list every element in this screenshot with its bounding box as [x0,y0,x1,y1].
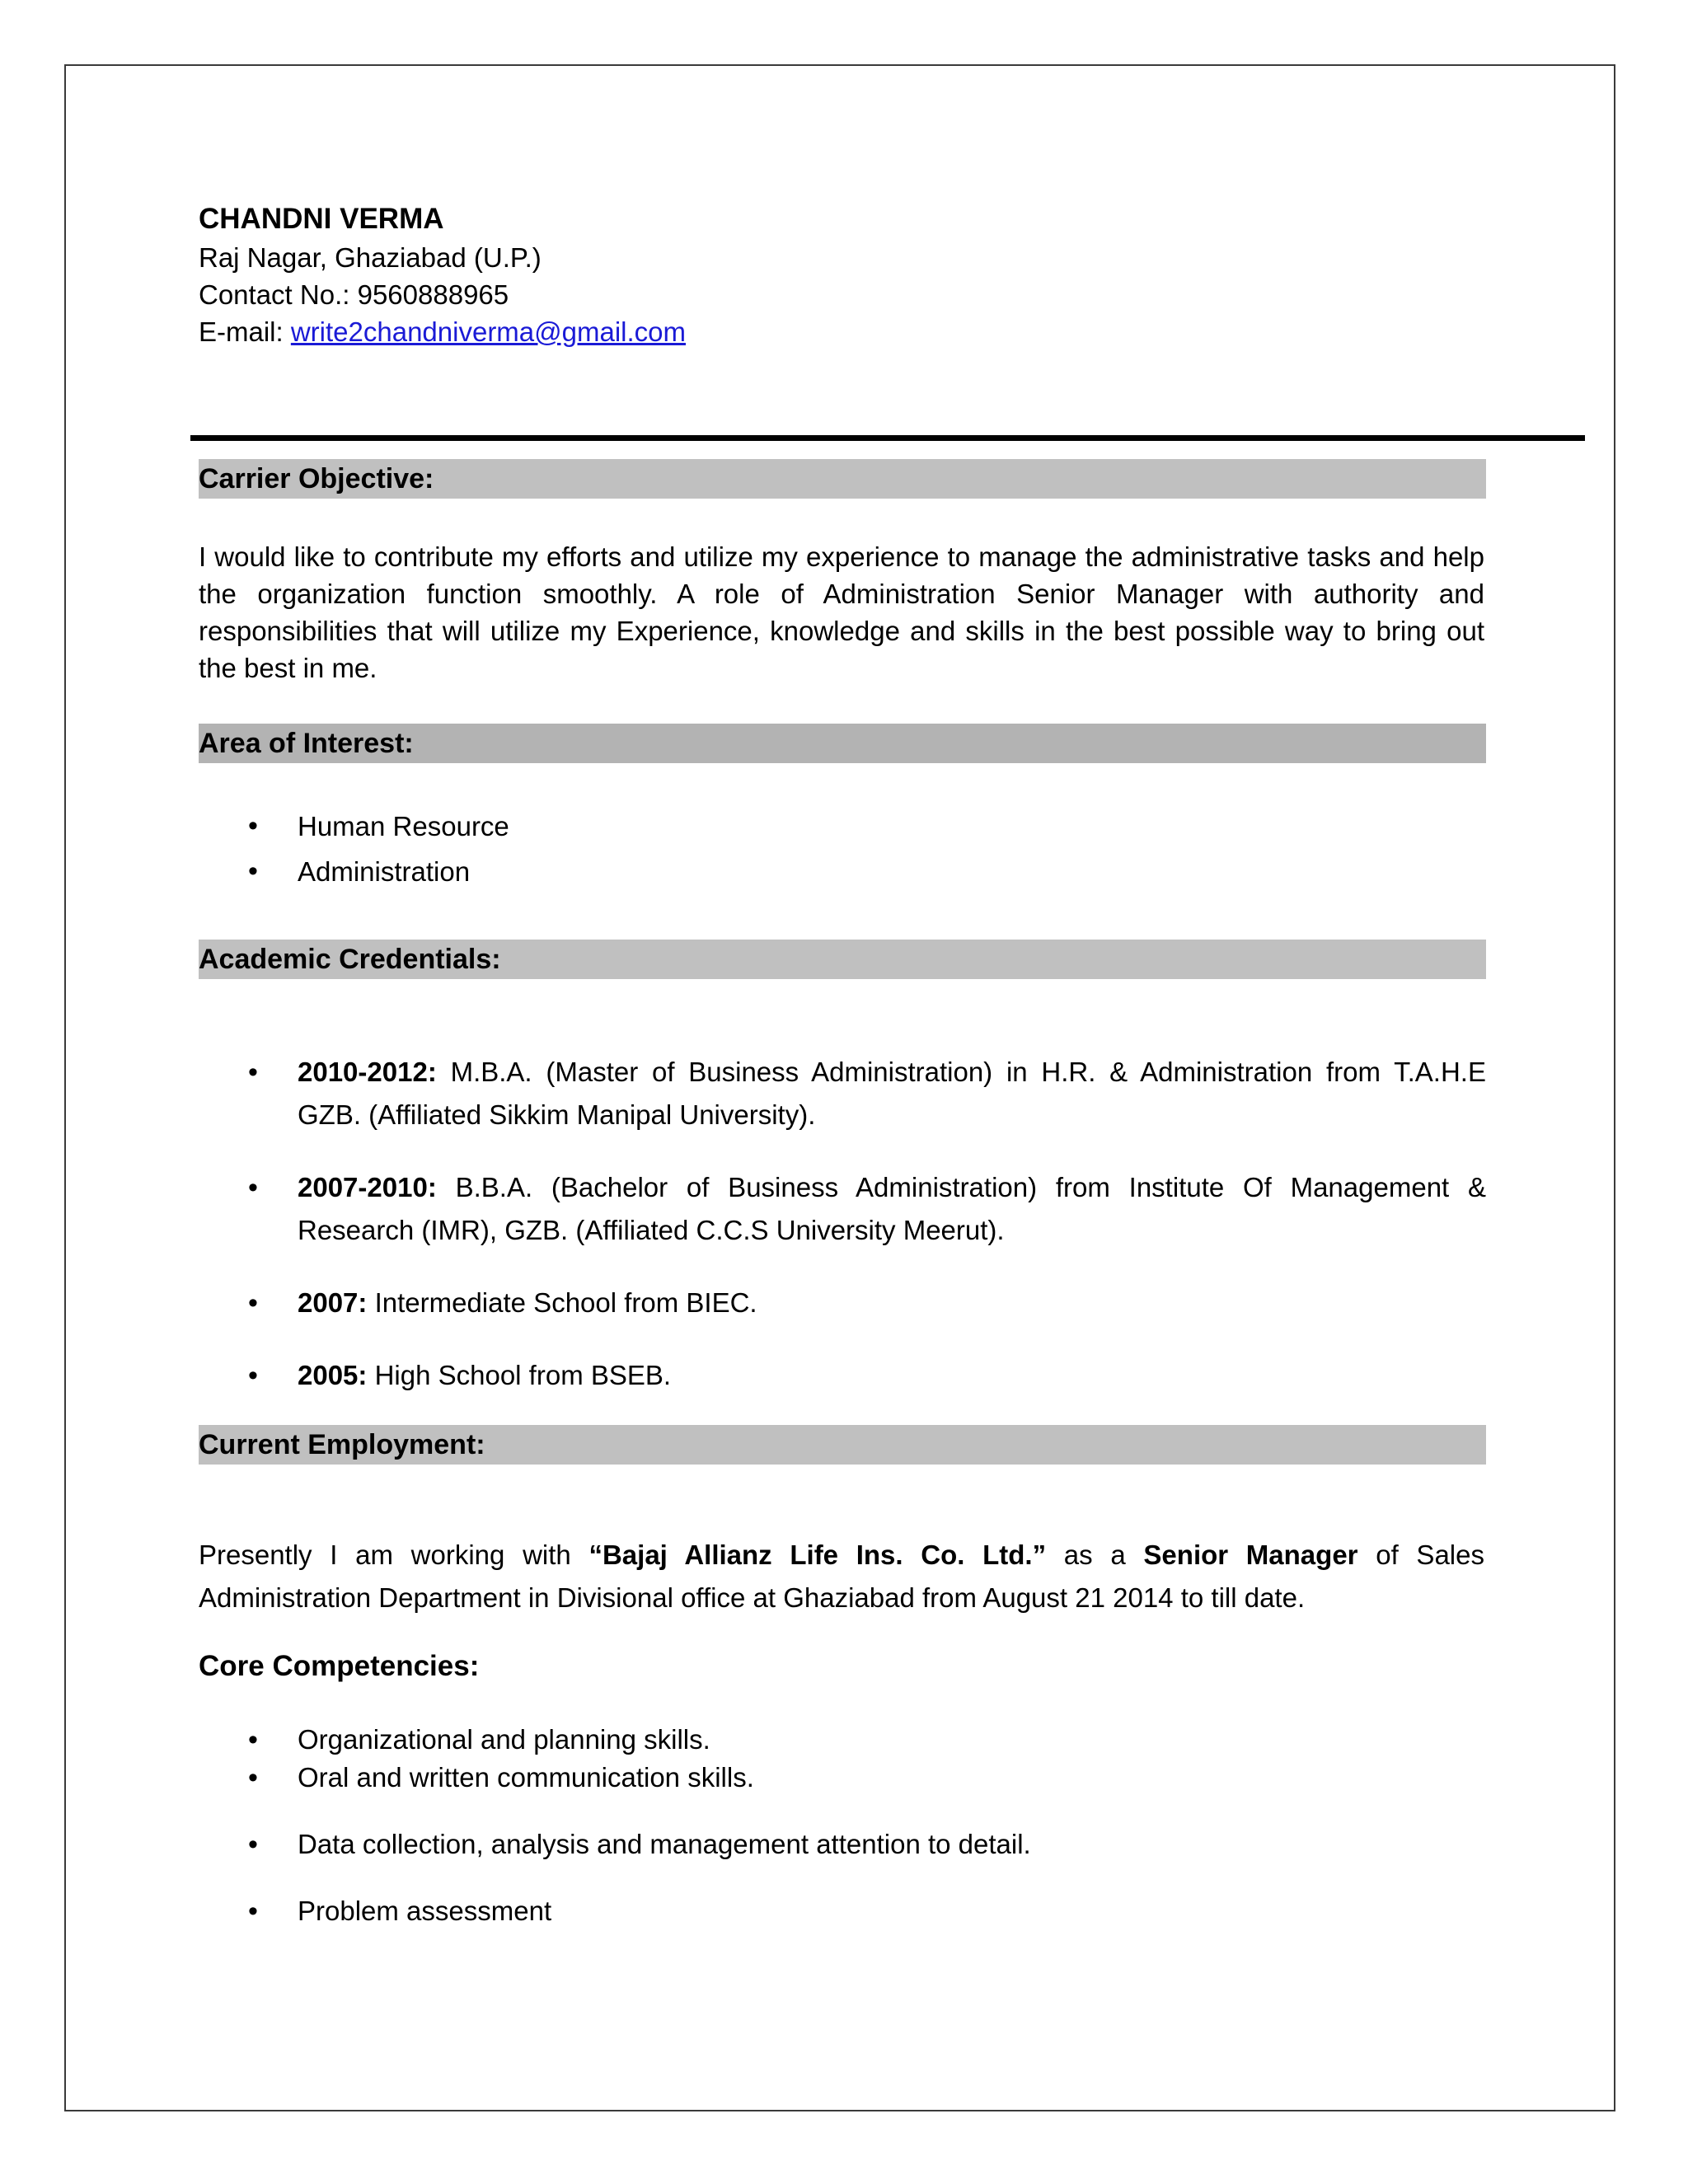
competencies-list [199,1721,1486,1930]
section-heading-interest: Area of Interest: [199,724,1486,763]
bullet-icon: • [248,1360,258,1391]
list-item: • 2005: High School from BSEB. [199,1354,1486,1397]
academic-year: 2005: [298,1360,368,1390]
list-item: • Human Resource [199,808,1486,845]
bullet-icon: • [248,1172,258,1203]
email-label: E-mail: [199,316,291,347]
list-item: • Oral and written communication skills. [199,1759,1486,1797]
email-line [199,313,1484,350]
objective-text: I would like to contribute my efforts and utilize my experience to manage the administrative tasks and help the organization function smoothly. A role of Administration Senior Manager with authority and responsibilities that will utilize my Experience, knowledge and skills in the best possible way to bring out the best in me. [199,541,1484,683]
section-heading-objective: Carrier Objective: [199,459,1486,499]
list-item: • Data collection, analysis and management attention to detail. [199,1825,1486,1863]
header-divider [190,435,1585,441]
employment-text: Presently I am working with “Bajaj Allianz Life Ins. Co. Ltd.” as a Senior Manager of Sales Administration Department in Divisional office at Ghaziabad from August 21 2014 to till date. [199,1540,1484,1613]
bullet-icon: • [248,1896,258,1927]
academics-list [199,1051,1486,1397]
company-name: “Bajaj Allianz Life Ins. Co. Ltd.” [588,1540,1047,1570]
candidate-name: CHANDNI VERMA [199,203,444,235]
bullet-icon: • [248,810,258,841]
bullet-icon: • [248,855,258,887]
academic-year: 2010-2012: [298,1057,437,1087]
bullet-icon: • [248,1057,258,1088]
email-link[interactable]: write2chandniverma@gmail.com [290,316,687,347]
address: Raj Nagar, Ghaziabad (U.P.) [199,242,542,273]
list-item: • Organizational and planning skills. [199,1721,1486,1759]
contact-header [199,199,1484,350]
list-item: • 2010-2012: M.B.A. (Master of Business Administration) in H.R. & Administration from T.A.H.E GZB. (Affiliated Sikkim Manipal University). [199,1051,1486,1137]
academic-year: 2007: [298,1287,368,1318]
academic-year: 2007-2010: [298,1172,437,1202]
bullet-icon: • [248,1724,258,1755]
job-role: Senior Manager [1143,1540,1358,1570]
list-item: • Problem assessment [199,1892,1486,1930]
section-heading-employment: Current Employment: [199,1425,1486,1465]
section-heading-competencies: Core Competencies: [199,1650,480,1682]
list-item: • 2007-2010: B.B.A. (Bachelor of Business Administration) from Institute Of Management & Research (IMR), GZB. (Affiliated C.C.S University Meerut). [199,1166,1486,1252]
section-heading-academics: Academic Credentials: [199,940,1486,979]
bullet-icon: • [248,1287,258,1319]
list-item: • Administration [199,853,1486,890]
list-item: • 2007: Intermediate School from BIEC. [199,1282,1486,1324]
contact-number: 9560888965 [357,279,509,310]
bullet-icon: • [248,1762,258,1793]
contact-line [199,276,1484,313]
contact-label: Contact No.: [199,279,358,310]
bullet-icon: • [248,1829,258,1860]
interest-list [199,808,1486,890]
